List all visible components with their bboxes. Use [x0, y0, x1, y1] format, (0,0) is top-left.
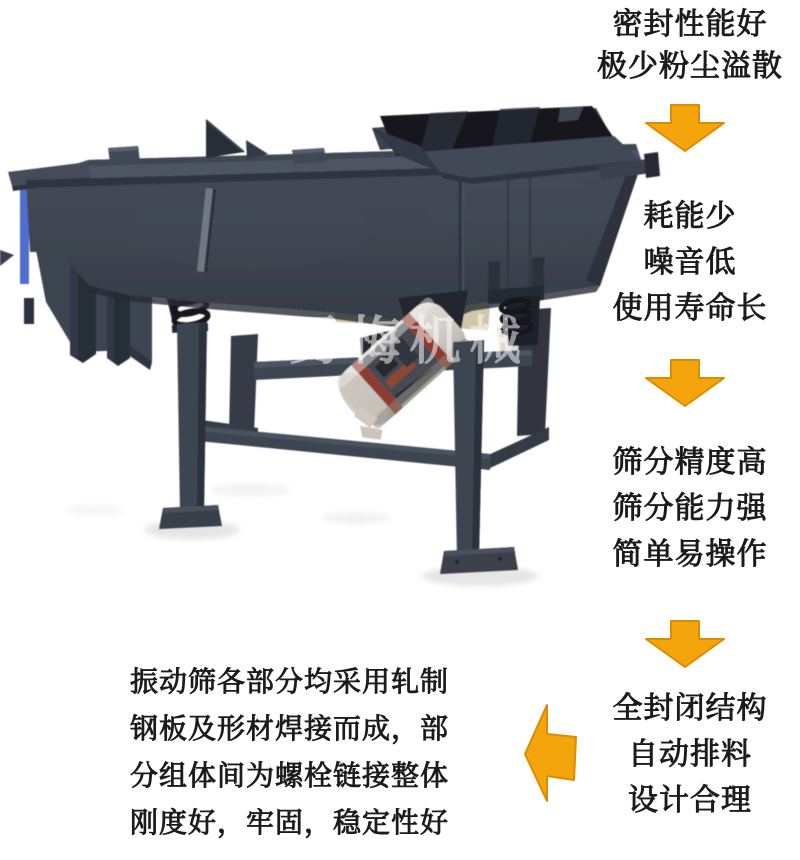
down-arrow-icon [645, 359, 725, 407]
feature-line: 密封性能好 [612, 8, 768, 41]
watermark-text: 勇梅机械 [289, 314, 530, 371]
feature-line: 耗能少 [643, 200, 737, 233]
description-line: 刚度好，牢固，稳定性好 [130, 808, 450, 839]
feature-line: 简单易操作 [612, 538, 768, 571]
feature-line: 自动排料 [628, 738, 752, 771]
feature-line: 极少粉尘溢散 [597, 50, 783, 83]
feature-block-screening [575, 440, 800, 578]
description-line: 钢板及形材焊接而成，部 [130, 714, 450, 745]
description-line: 分组体间为螺栓链接整体 [130, 761, 450, 792]
feature-line: 噪音低 [643, 246, 737, 279]
description-line: 振动筛各部分均采用轧制 [130, 667, 450, 698]
feature-line: 设计合理 [628, 784, 752, 817]
feature-line: 筛分精度高 [612, 446, 768, 479]
machine-gussets [206, 120, 268, 159]
product-description [130, 659, 449, 847]
feature-line: 全封闭结构 [612, 692, 768, 725]
down-arrow-icon [645, 620, 725, 668]
feature-block-sealing [575, 4, 800, 88]
feature-line: 使用寿命长 [612, 292, 768, 325]
feature-block-structure [575, 686, 800, 824]
down-arrow-icon [645, 104, 725, 152]
left-arrow-icon [524, 703, 578, 805]
feature-line: 筛分能力强 [612, 492, 768, 525]
feature-block-energy [575, 194, 800, 332]
machine-stand-front-rail [198, 426, 490, 470]
